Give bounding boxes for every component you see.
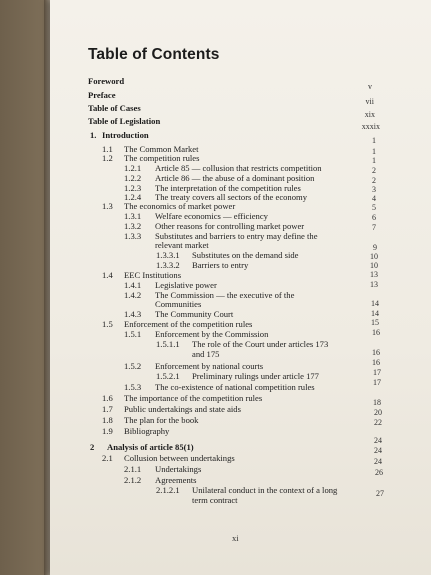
page-number: 9	[373, 243, 377, 252]
page-number: 16	[372, 358, 380, 367]
page-number: 2	[372, 166, 376, 175]
page-title: Table of Contents	[88, 46, 220, 63]
page-number: 7	[372, 223, 376, 232]
page-number: 18	[373, 398, 381, 407]
page-number: xxxix	[361, 122, 380, 131]
page-number: 6	[372, 213, 376, 222]
book-page	[50, 0, 431, 575]
page-number: 10	[370, 261, 378, 270]
page-number: 17	[373, 368, 381, 377]
page-number: vii	[365, 97, 374, 106]
page-number: 20	[374, 408, 382, 417]
page-number: 13	[370, 270, 378, 279]
page-number: 14	[371, 299, 379, 308]
page-number: v	[368, 82, 372, 91]
table-of-contents: Foreword Preface Table of Cases Table of Legislation v vii xix xxxix 1. Introduction 1.1 The Common Market 1.2 The competition rules 1.2.1 Article 85 — collusion that restricts competition 1.2.2 Article 86 — the abuse of a dominant position 1.2.3 The interpretation of the competition rules 1.2.4 The treaty covers all sectors of the economy 1.3 The economics of market power 1.3.1 Welfare economics — efficiency 1.3.2 Other reasons for controlling market power 1.3.3 Substitutes and barriers to entry may define the relevant market 1.3.3.1 Substitutes on the demand side 1.3.3.2 Barriers to entry 1.4 EEC Institutions 1.4.1 Legislative power 1.4.2 The Commission — the executive of the Communities 1.4.3 The Community Court 1.5 Enforcement of the competition rules 1.5.1 Enforcement by the Commission 1.5.1.1 The role of the Court under articles 173 and 175 1.5.2 Enforcement by national courts 1.5.2.1 Preliminary rulings under article 177 1.5.3 The co-existence of national competition rules 1.6 The importance of the competition rules 1.7 Public undertakings and state aids 1.8 The plan for the book 1.9 Bibliography 2 Analysis of article 85(1) 2.1 Collusion between undertakings 2.1.1 Undertakings 2.1.2 Agreements 2.1.2.1 Unilateral conduct in the context of a long term contract 1 1 1 2 2 3 4 5 6 7 9 10 10 13 13 14 14 15 16 16 16 17 17 18 20 22 24 24 24 26 27	[88, 76, 384, 505]
page-number: 14	[371, 309, 379, 318]
page-number: 15	[371, 318, 379, 327]
page-number: 27	[376, 489, 384, 498]
page-number: 13	[370, 280, 378, 289]
page-number: 1	[372, 147, 376, 156]
page-number: 17	[373, 378, 381, 387]
page-number: 5	[372, 203, 376, 212]
page-folio: xi	[232, 533, 239, 543]
page-number: 10	[370, 252, 378, 261]
page-number: 4	[372, 194, 376, 203]
page-number: 3	[372, 185, 376, 194]
page-number: 1	[372, 136, 376, 145]
page-number: 1	[372, 156, 376, 165]
page-number: 24	[374, 446, 382, 455]
page-number: 16	[372, 328, 380, 337]
page-number: 16	[372, 348, 380, 357]
page-number: 2	[372, 176, 376, 185]
page-number: 24	[374, 457, 382, 466]
page-number: 26	[375, 468, 383, 477]
page-number: 22	[374, 418, 382, 427]
page-number: xix	[364, 110, 375, 119]
page-number: 24	[374, 436, 382, 445]
